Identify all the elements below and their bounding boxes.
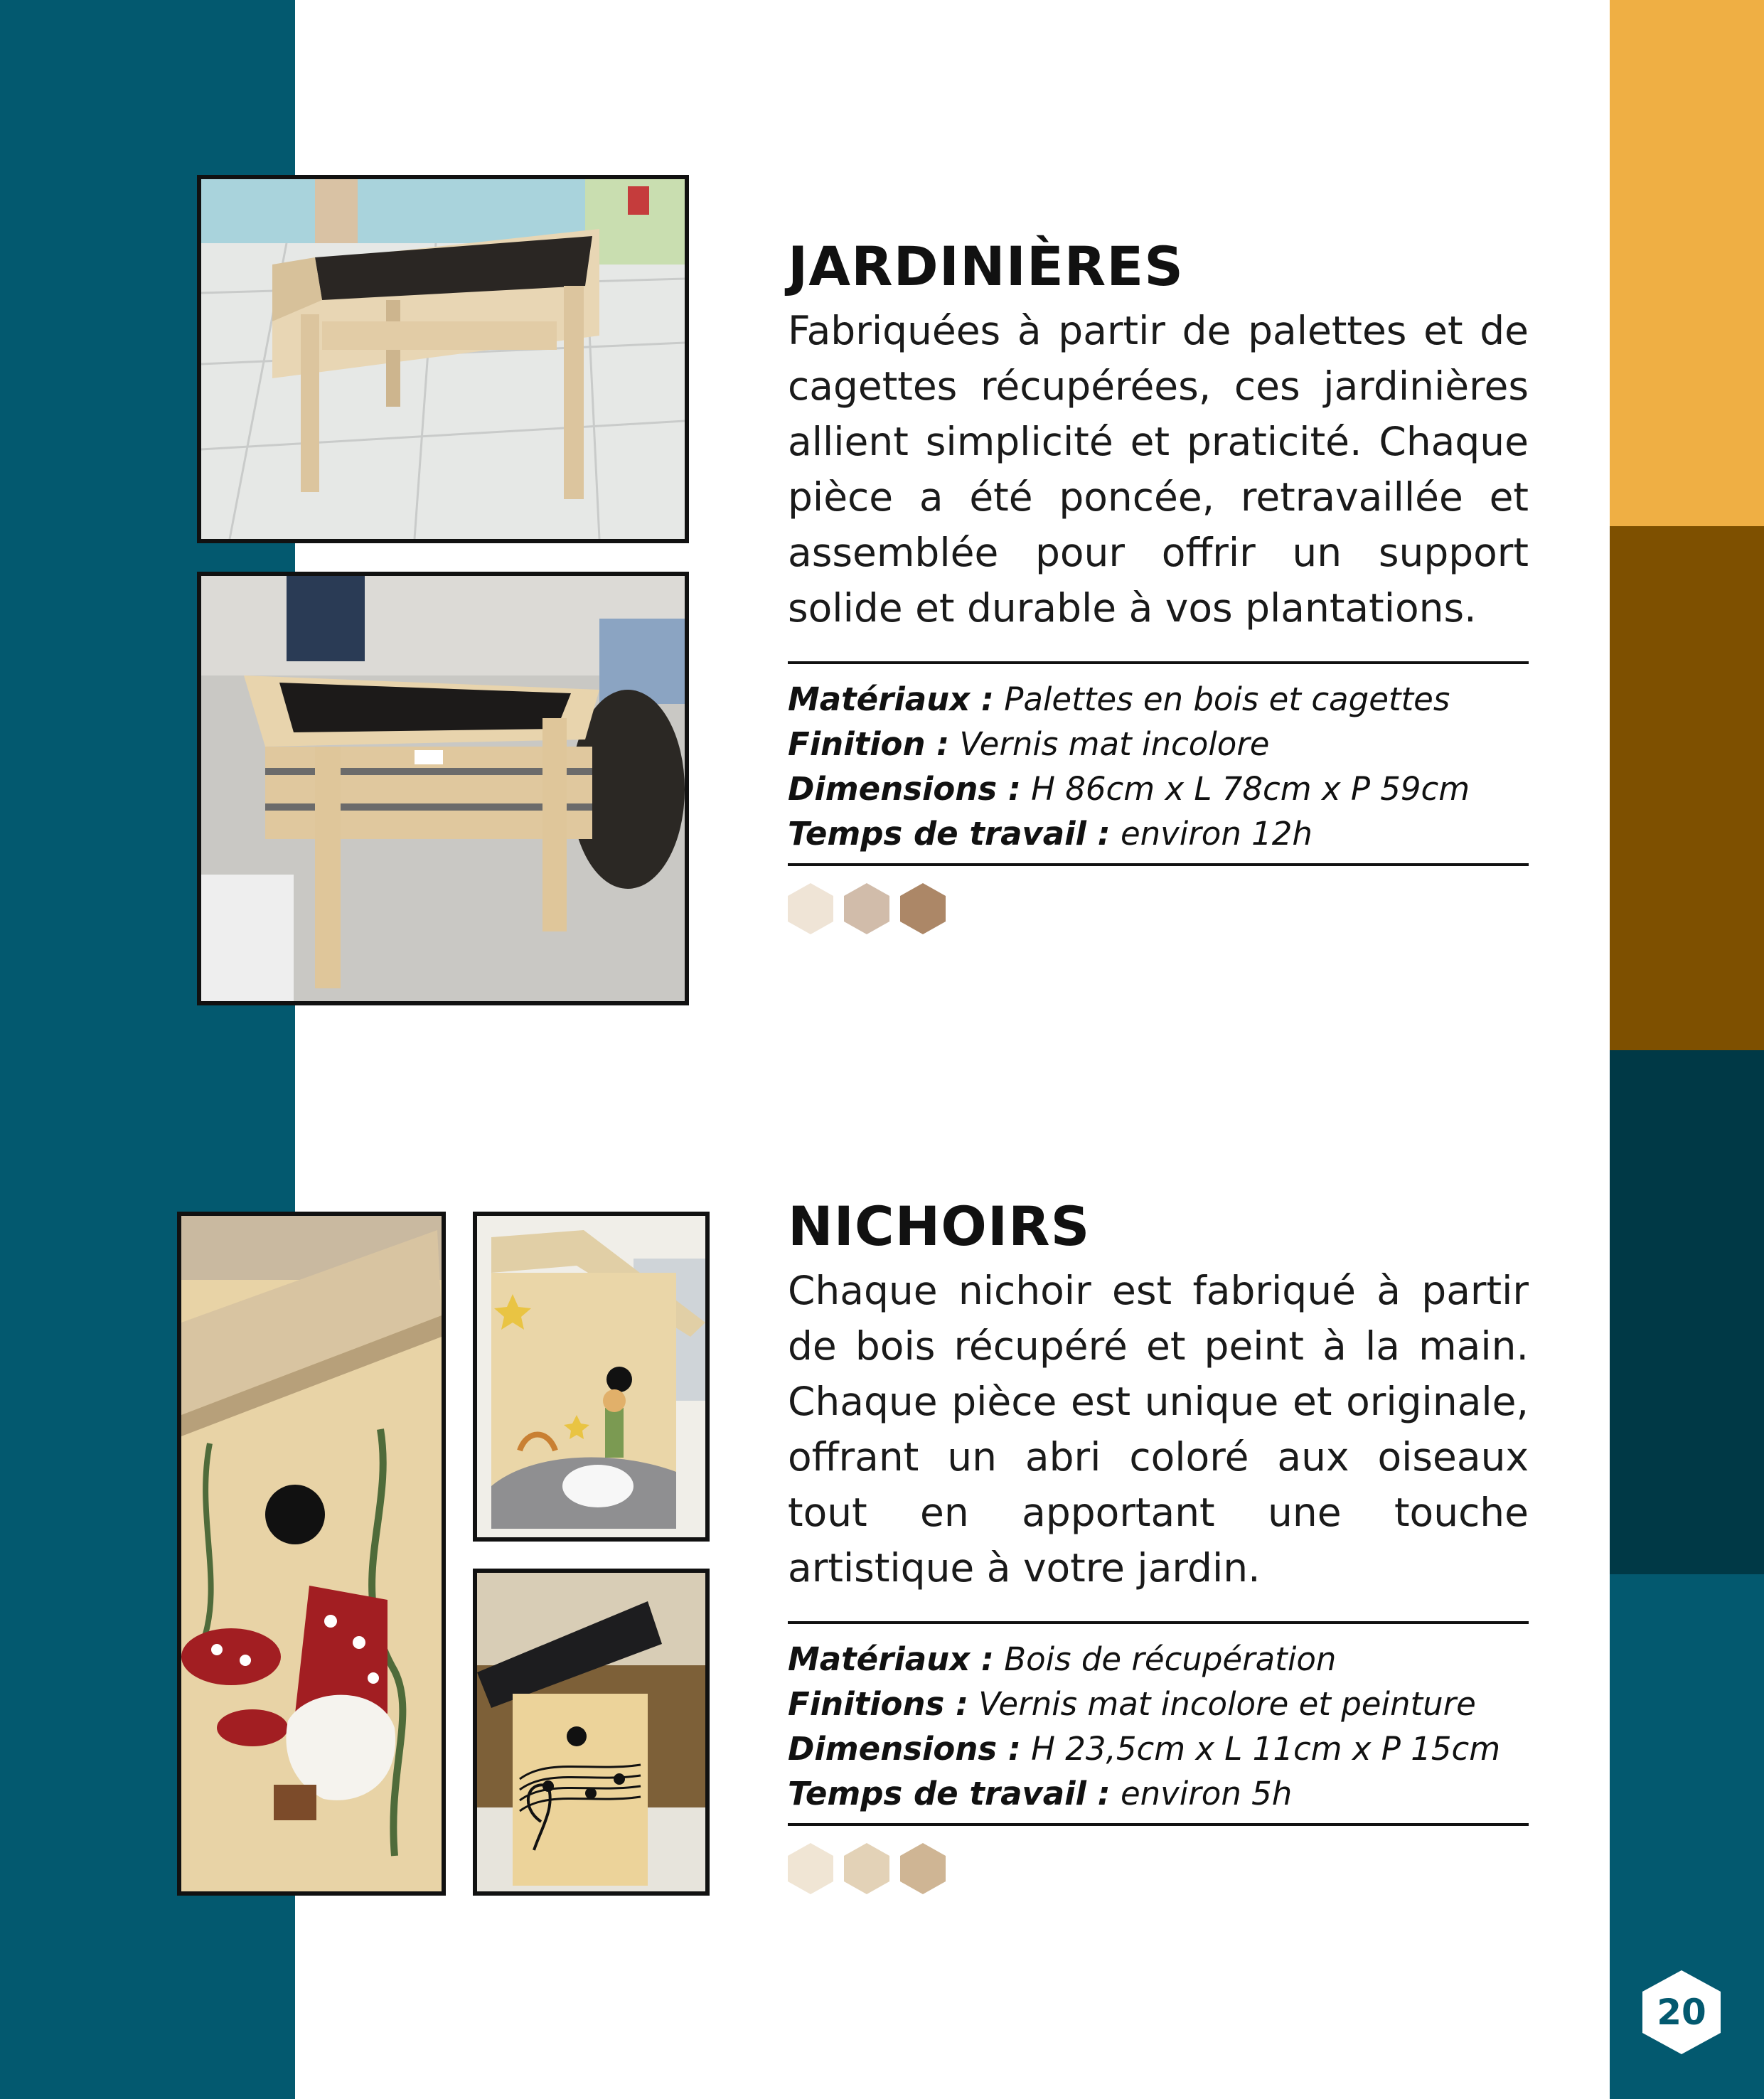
spec-work-time xyxy=(788,1771,1529,1816)
spec-value: Vernis mat incolore xyxy=(959,725,1270,763)
swatch-hexagon-icon xyxy=(788,1843,833,1894)
spec-dimensions xyxy=(788,767,1529,811)
swatch-hexagon-icon xyxy=(844,883,889,934)
band-segment-dark-teal xyxy=(1610,1050,1764,1574)
spec-label: Finitions : xyxy=(788,1685,968,1723)
spec-materials xyxy=(788,1637,1529,1682)
planter-photo-room xyxy=(197,572,689,1005)
page-number: 20 xyxy=(1657,1992,1706,2033)
birdhouse-gnome-photo xyxy=(177,1212,446,1896)
spec-work-time xyxy=(788,811,1529,856)
spec-value: Bois de récupération xyxy=(1004,1640,1337,1678)
spec-finish xyxy=(788,1682,1529,1726)
section-title: JARDINIÈRES xyxy=(788,235,1184,298)
spec-value: Palettes en bois et cagettes xyxy=(1004,680,1450,718)
spec-label: Temps de travail : xyxy=(788,1775,1111,1812)
spec-value: H 86cm x L 78cm x P 59cm xyxy=(1031,770,1470,808)
spec-value: H 23,5cm x L 11cm x P 15cm xyxy=(1031,1730,1501,1768)
band-segment-yellow xyxy=(1610,0,1764,526)
section-nichoirs xyxy=(788,1195,1529,1900)
page-number-badge xyxy=(1642,1970,1721,2054)
birdhouse-little-prince-photo xyxy=(473,1212,710,1542)
swatch-hexagon-icon xyxy=(788,883,833,934)
swatch-hexagon-icon xyxy=(844,1843,889,1894)
spec-value: environ 12h xyxy=(1120,815,1313,853)
birdhouse-music-photo xyxy=(473,1569,710,1896)
spec-label: Finition : xyxy=(788,725,950,763)
section-jardinieres xyxy=(788,235,1529,940)
color-swatches xyxy=(788,1843,1529,1900)
spec-value: environ 5h xyxy=(1120,1775,1293,1812)
spec-finish xyxy=(788,722,1529,767)
divider xyxy=(788,863,1529,866)
band-segment-brown xyxy=(1610,526,1764,1050)
specs-list xyxy=(788,664,1529,863)
spec-label: Dimensions : xyxy=(788,770,1021,808)
section-description: Chaque nichoir est fabriqué à partir de bois récupéré et peint à la main. Chaque pièce est unique et originale, offrant un abri coloré aux oiseaux tout en apportant une touche artistique à votre jardin. xyxy=(788,1268,1529,1591)
spec-dimensions xyxy=(788,1726,1529,1771)
right-color-band xyxy=(1610,0,1764,2099)
section-title: NICHOIRS xyxy=(788,1195,1091,1258)
swatch-hexagon-icon xyxy=(900,883,946,934)
spec-label: Matériaux : xyxy=(788,680,994,718)
spec-label: Matériaux : xyxy=(788,1640,994,1678)
planter-photo-tiled-floor xyxy=(197,175,689,543)
spec-label: Temps de travail : xyxy=(788,815,1111,853)
section-description: Fabriquées à partir de palettes et de cagettes récupérées, ces jardinières allient simplicité et praticité. Chaque pièce a été poncée, retravaillée et assemblée pour offrir un support solide et durable à vos plantations. xyxy=(788,308,1529,631)
spec-value: Vernis mat incolore et peinture xyxy=(978,1685,1476,1723)
divider xyxy=(788,1823,1529,1826)
specs-list xyxy=(788,1624,1529,1823)
color-swatches xyxy=(788,883,1529,940)
spec-materials xyxy=(788,677,1529,722)
swatch-hexagon-icon xyxy=(900,1843,946,1894)
spec-label: Dimensions : xyxy=(788,1730,1021,1768)
